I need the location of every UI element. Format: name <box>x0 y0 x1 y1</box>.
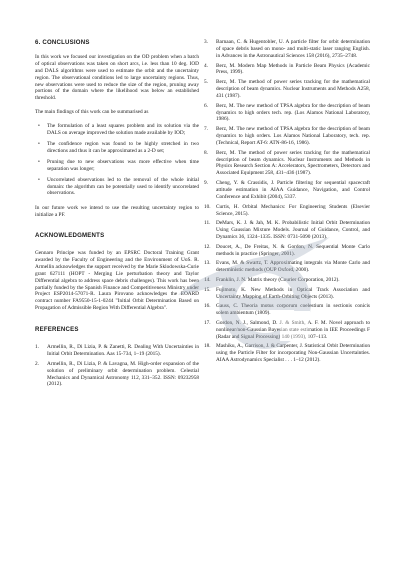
reference-text: Berz, M. Modern Map Methods in Particle Beam Physics (Academic Press, 1999). <box>216 62 370 76</box>
references-list-right <box>204 39 370 364</box>
findings-item: • Pruning due to new observations was more effective when time separation was longer; <box>35 159 199 173</box>
reference-item <box>204 103 370 124</box>
reference-item <box>204 126 370 147</box>
conclusions-heading: 6. CONCLUSIONS <box>35 39 90 46</box>
reference-item <box>204 204 370 218</box>
acknowledgments-text: Gennaro Principe was funded by an EPSRC Doctoral Training Grant awarded by the Faculty of Engineering and the Environment of UoS. R. Armellin acknowledges the support received by the Marie Sklodowska-Curie grant 627111 (HOPT - Merging Lie perturbation theory and Taylor Differential algebra to address space debris challenges). This work has been partially funded by the Spanish Finance and Competitiveness Ministry under Project ESP2014-57071-R. Laura Pirovano acknowledges the EOARD contract number FA9550-15-1-0244 "Initial Orbit Determination Based on Propagation of Admissible Region With Differential Algebra". <box>35 250 199 312</box>
reference-item <box>204 343 370 364</box>
conclusions-paragraph-2: The main findings of this work can be summarised as <box>35 109 149 116</box>
reference-number: 14. <box>204 276 211 283</box>
reference-item <box>35 344 199 358</box>
reference-number: 16. <box>204 303 211 310</box>
reference-item <box>204 220 370 241</box>
reference-text: Gauss, C. Theoria motus corporum coelestium in sectionis conicis solem ambientum (1809). <box>216 303 370 317</box>
reference-number: 3. <box>204 39 208 45</box>
reference-text: Evans, M. & Swartz, T. Approximating integrals via Monte Carlo and deterministic methods (OUP Oxford, 2000). <box>216 260 370 274</box>
reference-text: Berz, M. The new method of TPSA algebra for the description of beam dynamics to high orders. Los Alamos National Laboratory, tech. rep. (Technical, Report AT-6: ATN-86-16, 1986). <box>216 126 370 146</box>
reference-number: 17. <box>204 319 211 326</box>
reference-text: Fujimoto, K. New Methods in Optical Track Association and Uncertainty Mapping of Earth-Orbiting Objects (2013). <box>216 286 370 300</box>
reference-item <box>204 244 370 258</box>
reference-number: 11. <box>204 220 211 227</box>
reference-item <box>204 180 370 201</box>
reference-item <box>204 277 370 284</box>
reference-number: 5. <box>204 79 208 86</box>
reference-number: 13. <box>204 260 211 267</box>
reference-number: 6. <box>204 102 208 109</box>
reference-text: Barnaan, C. & Hugentobler, U. A particle filter for orbit determination of space debris based on mono- and multi-static laser ranging English. in Advances in the Astronautical Sciences 158 (2016), 2735–2748. <box>216 39 370 59</box>
reference-text: Cheng, Y. & Crassidis, J. Particle filtering for sequential spacecraft attitude estimation in AIAA Guidance, Navigation, and Control Conference and Exhibit (2004), 5337. <box>216 180 370 200</box>
left-column <box>35 40 199 391</box>
reference-text: Curtis, H. Orbital Mechanics: For Engineering Students (Elsevier Science, 2015). <box>216 203 370 217</box>
references-list-left <box>35 344 199 388</box>
reference-item <box>204 63 370 77</box>
reference-text: Armellin, R., Di Lizia, P. & Zanetti, R. Dealing With Uncertainties in Initial Orbit Determination. Aas 15-734, 1–19 (2015). <box>47 344 199 357</box>
findings-item: • The formulation of a least squares problem and its solution via the DALS on average improved the solution made available by IOD; <box>35 123 199 137</box>
right-column <box>204 39 370 367</box>
findings-list <box>35 123 199 197</box>
reference-item <box>204 320 370 341</box>
reference-number: 8. <box>204 149 208 156</box>
reference-number: 18. <box>204 343 211 350</box>
reference-text: Berz, M. The new method of TPSA algebra for the description of beam dynamics to high orders tech. rep. (Los Alamos National Laboratory, 1986). <box>216 102 370 123</box>
reference-number: 2. <box>35 360 39 367</box>
reference-number: 10. <box>204 203 211 210</box>
reference-text: Mashiku, A., Garrison, J. & Carpenter, J. Statistical Orbit Determination using the Particle Filter for incorporating Non-Gaussian Uncertainties. AIAA Astrodynamics Specialist . . . 1–12 (2012). <box>216 343 370 364</box>
reference-number: 1. <box>35 344 39 351</box>
reference-number: 4. <box>204 62 208 69</box>
reference-number: 7. <box>204 126 208 133</box>
reference-item <box>35 361 199 389</box>
reference-text: Berz, M. The method of power series tracking for the mathematical description of beam dynamics. Nuclear Instruments and Methods A258, 431 (1987). <box>216 79 370 99</box>
findings-item: • Uncorrelated observations led to the removal of the whole initial domain: the algorithm can be potentially used to identify uncorrelated observations. <box>35 177 199 198</box>
findings-item: • The confidence region was found to be highly stretched in two directions and thus it can be approximated as a 2-D set; <box>35 141 199 155</box>
reference-item <box>204 287 370 301</box>
reference-number: 15. <box>204 286 211 293</box>
reference-item <box>204 260 370 274</box>
references-heading: REFERENCES <box>35 326 79 334</box>
reference-item <box>204 39 370 60</box>
conclusions-paragraph-3: In our future work we intend to use the resulting uncertainty region to initialize a PF. <box>35 205 199 219</box>
reference-item <box>204 150 370 178</box>
acknowledgments-heading: ACKNOWLEDGMENTS <box>35 232 105 240</box>
reference-text: Armellin, R., Di Lizia, P. & Lavagna, M. High-order expansion of the solution of preliminary orbit determination problem. Celestial Mechanics and Dynamical Astronomy 112, 331–352. ISSN: 09232958 (2012). <box>47 360 199 388</box>
reference-number: 9. <box>204 180 208 187</box>
reference-text: Berz, M. The method of power series tracking for the mathematical description of beam dynamics. Nuclear Instruments and Methods in Physics Research Section A: Accelerators, Spectrometers, Detectors and Associated Equipment 258, 431–436 (1987). <box>216 149 370 177</box>
reference-item <box>204 79 370 100</box>
reference-item <box>204 303 370 317</box>
reference-text: Franklin, J. N. Matrix theory (Courier Corporation, 2012). <box>216 276 340 283</box>
reference-number: 12. <box>204 243 211 250</box>
reference-text: DeMars, K. J. & Jah, M. K. Probabilistic Initial Orbit Determination Using Gaussian Mixture Models. Journal of Guidance, Control, and Dynamics 36, 1324–1335. ISSN: 0731-5090 (2013). <box>216 220 370 241</box>
reference-text: Gordon, N. J., Salmond, D. J. & Smith, A. F. M. Novel approach to nonlinear/non-Gaussian Bayesian state estimation in IEE Proceedings F (Radar and Signal Processing) 140 (1993), 107–113. <box>216 319 370 340</box>
conclusions-paragraph-1: In this work we focused our investigation on the OD problem when a batch of optical observations was taken on short arcs, i.e. less than 10 deg. IOD and DALS algorithms were used to estimate the orbit and the uncertainty region. The observational conditions led to large uncertainty regions. Thus, new observations were used to reduce the size of the region, pruning away portions of the domain where the likelihood was below an established threshold. <box>35 53 199 102</box>
reference-text: Doucet, A., De Freitas, N. & Gordon, N. Sequential Monte Carlo methods in practice (Springer, 2001). <box>216 243 370 257</box>
